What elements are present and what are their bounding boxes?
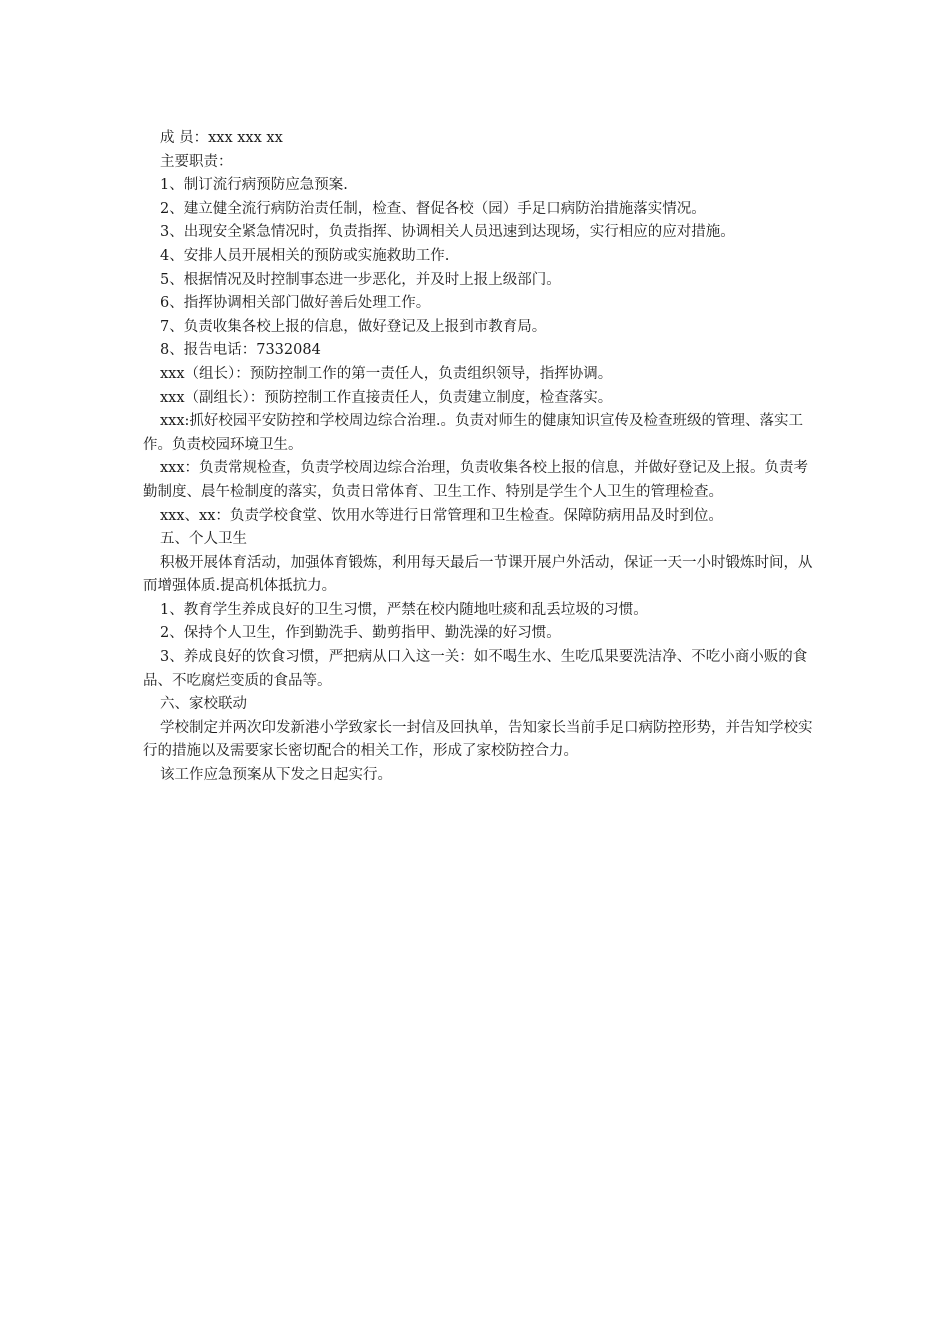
section-5-heading: 五、个人卫生	[160, 531, 247, 548]
role-routine-inspection: xxx：负责常规检查，负责学校周边综合治理，负责收集各校上报的信息，并做好登记及上报。负责考勤制度、晨午检制度的落实，负责日常体育、卫生工作、特别是学生个人卫生的管理检查。	[143, 460, 809, 500]
role-leader: xxx（组长）：预防控制工作的第一责任人，负责组织领导，指挥协调。	[160, 365, 613, 382]
duty-item-1: 1、制订流行病预防应急预案.	[160, 177, 348, 194]
duty-item-2: 2、建立健全流行病防治责任制，检查、督促各校（园）手足口病防治措施落实情况。	[160, 200, 706, 217]
duty-item-6: 6、指挥协调相关部门做好善后处理工作。	[160, 295, 431, 312]
closing-line: 该工作应急预案从下发之日起实行。	[160, 767, 392, 784]
section-6-heading: 六、家校联动	[160, 696, 247, 713]
section-5-intro: 积极开展体育活动，加强体育锻炼，利用每天最后一节课开展户外活动，保证一天一小时锻炼时间，从而增强体质.提高机体抵抗力。	[143, 554, 813, 595]
role-deputy-leader: xxx（副组长）：预防控制工作直接责任人，负责建立制度，检查落实。	[160, 389, 613, 406]
duties-heading: 主要职责：	[160, 153, 233, 170]
role-campus-safety: xxx:抓好校园平安防控和学校周边综合治理.。负责对师生的健康知识宣传及检查班级的管理、落实工作。负责校园环境卫生。	[143, 413, 804, 453]
hygiene-item-2: 2、保持个人卫生，作到勤洗手、勤剪指甲、勤洗澡的好习惯。	[160, 625, 561, 642]
duty-item-7: 7、负责收集各校上报的信息，做好登记及上报到市教育局。	[160, 318, 547, 335]
duty-item-8-phone: 8、报告电话：7332084	[160, 342, 321, 359]
members-line: 成 员：xxx xxx xx	[160, 130, 283, 146]
section-6-body: 学校制定并两次印发新港小学致家长一封信及回执单，告知家长当前手足口病防控形势，并告知学校实行的措施以及需要家长密切配合的相关工作，形成了家校防控合力。	[143, 719, 813, 760]
hygiene-item-1: 1、教育学生养成良好的卫生习惯，严禁在校内随地吐痰和乱丢垃圾的习惯。	[160, 601, 648, 618]
duty-item-5: 5、根据情况及时控制事态进一步恶化，并及时上报上级部门。	[160, 271, 561, 288]
hygiene-item-3: 3、养成良好的饮食习惯，严把病从口入这一关：如不喝生水、生吃瓜果要洗洁净、不吃小商小贩的食品、不吃腐烂变质的食品等。	[143, 649, 808, 689]
role-canteen: xxx、xx：负责学校食堂、饮用水等进行日常管理和卫生检查。保障防病用品及时到位。	[160, 507, 723, 524]
duty-item-4: 4、安排人员开展相关的预防或实施救助工作.	[160, 247, 450, 264]
duty-item-3: 3、出现安全紧急情况时，负责指挥、协调相关人员迅速到达现场，实行相应的应对措施。	[160, 224, 735, 241]
document-body	[143, 127, 815, 788]
